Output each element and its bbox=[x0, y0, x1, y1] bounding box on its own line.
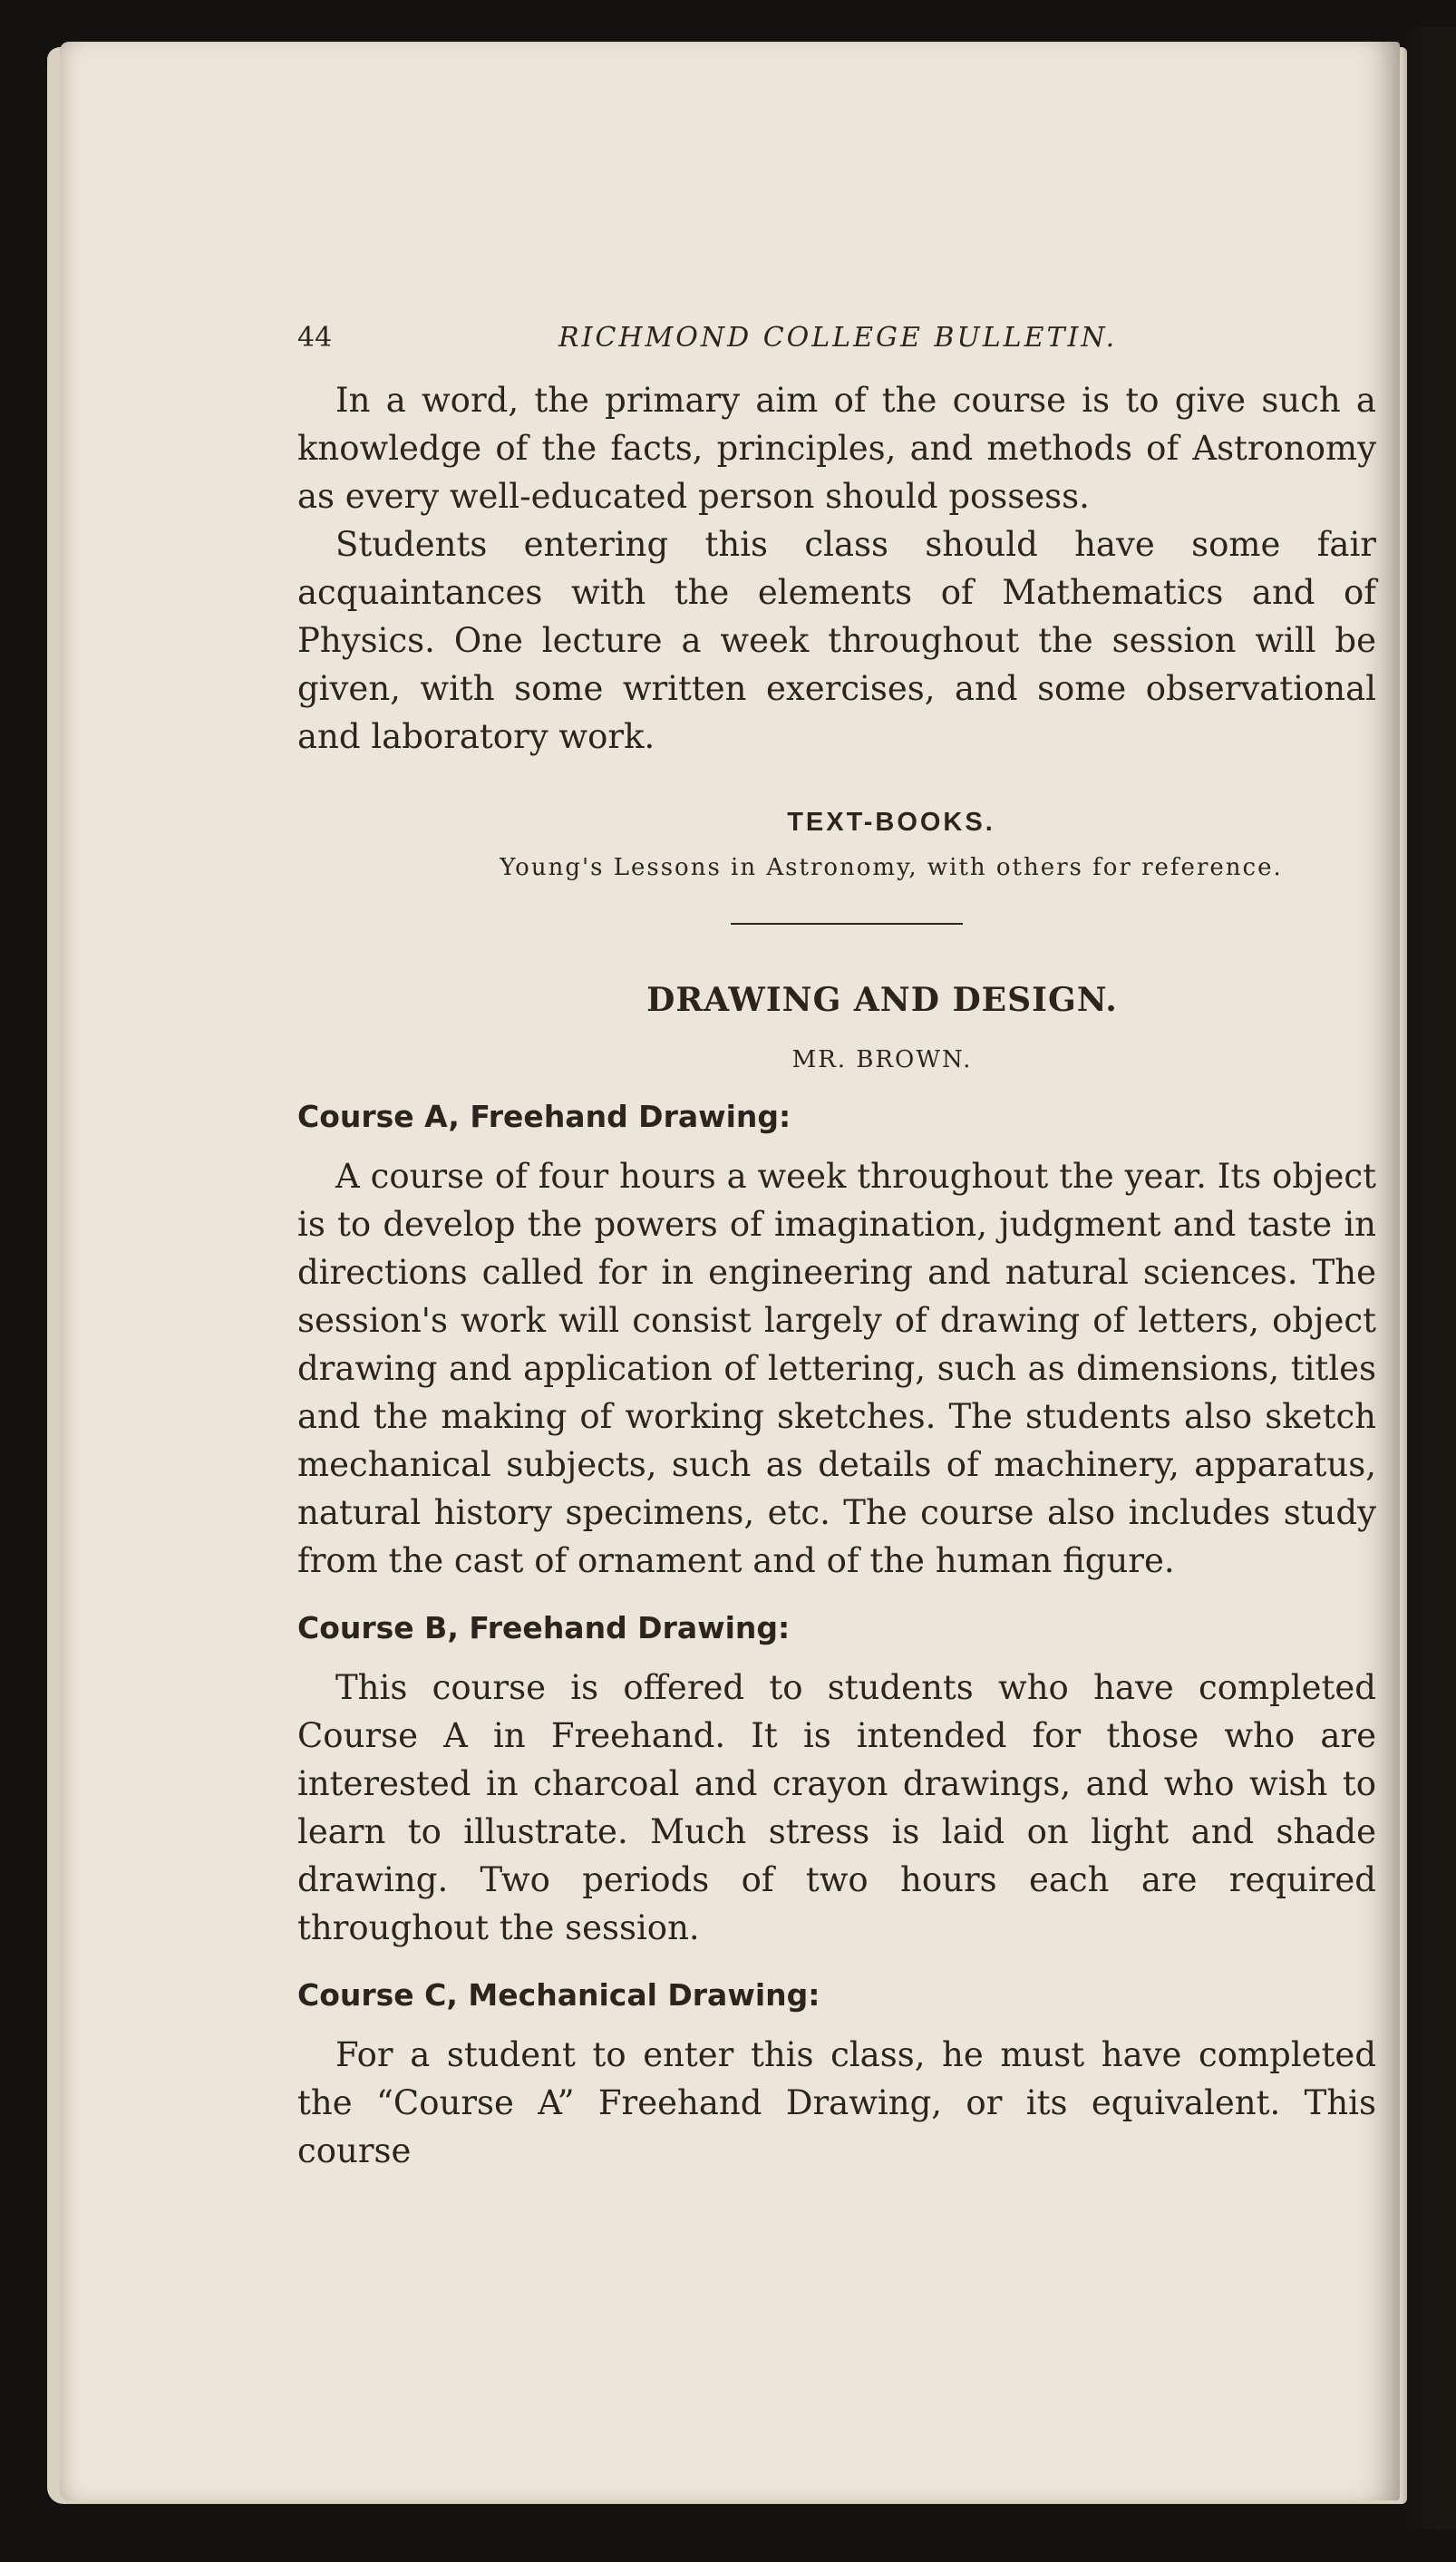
course-b-heading: Course B, Freehand Drawing: bbox=[297, 1610, 791, 1645]
page-content bbox=[297, 322, 1376, 2175]
textbooks-heading: TEXT-BOOKS. bbox=[787, 808, 995, 837]
course-b-text: This course is offered to students who have completed Course A in Freehand. It is intended for those who are interested in charcoal and crayon drawings, and who wish to learn to illustrate. Much stress is laid on light and shade drawing. Two periods of two hours each are required throughout the session. bbox=[297, 1668, 1376, 1947]
course-a-text: A course of four hours a week throughout the year. Its object is to develop the powers of imagination, judgment and taste in directions called for in engineering and natural sciences. The session's work will consist largely of drawing of letters, object drawing and application of lettering, such as dimensions, titles and the making of working sketches. The students also sketch mechanical subjects, such as details of machinery, apparatus, natural history specimens, etc. The course also includes study from the cast of ornament and of the human figure. bbox=[297, 1157, 1376, 1580]
section-divider bbox=[731, 923, 963, 925]
course-c-heading: Course C, Mechanical Drawing: bbox=[297, 1977, 820, 2013]
intro-paragraph: Students entering this class should have some fair acquaintances with the elements of Mathematics and of Physics. One lecture a week throughout the session will be given, with some written exercises, and some observational and laboratory work. bbox=[297, 525, 1376, 756]
instructor-name: MR. BROWN. bbox=[791, 1046, 973, 1073]
intro-paragraph: In a word, the primary aim of the course is to give such a knowledge of the facts, principles, and methods of Astronomy as every well-educated person should possess. bbox=[297, 381, 1376, 516]
running-head bbox=[297, 322, 1376, 376]
journal-title: RICHMOND COLLEGE BULLETIN. bbox=[558, 322, 1118, 354]
course-a-heading: Course A, Freehand Drawing: bbox=[297, 1099, 791, 1134]
section-title: DRAWING AND DESIGN. bbox=[646, 981, 1118, 1019]
course-c-text: For a student to enter this class, he must have completed the “Course A” Freehand Drawing, or its equivalent. This course bbox=[297, 2035, 1376, 2170]
book-spine-shadow bbox=[1402, 27, 1456, 2529]
textbooks-text: Young's Lessons in Astronomy, with others for reference. bbox=[500, 854, 1283, 881]
page-number: 44 bbox=[297, 322, 333, 354]
